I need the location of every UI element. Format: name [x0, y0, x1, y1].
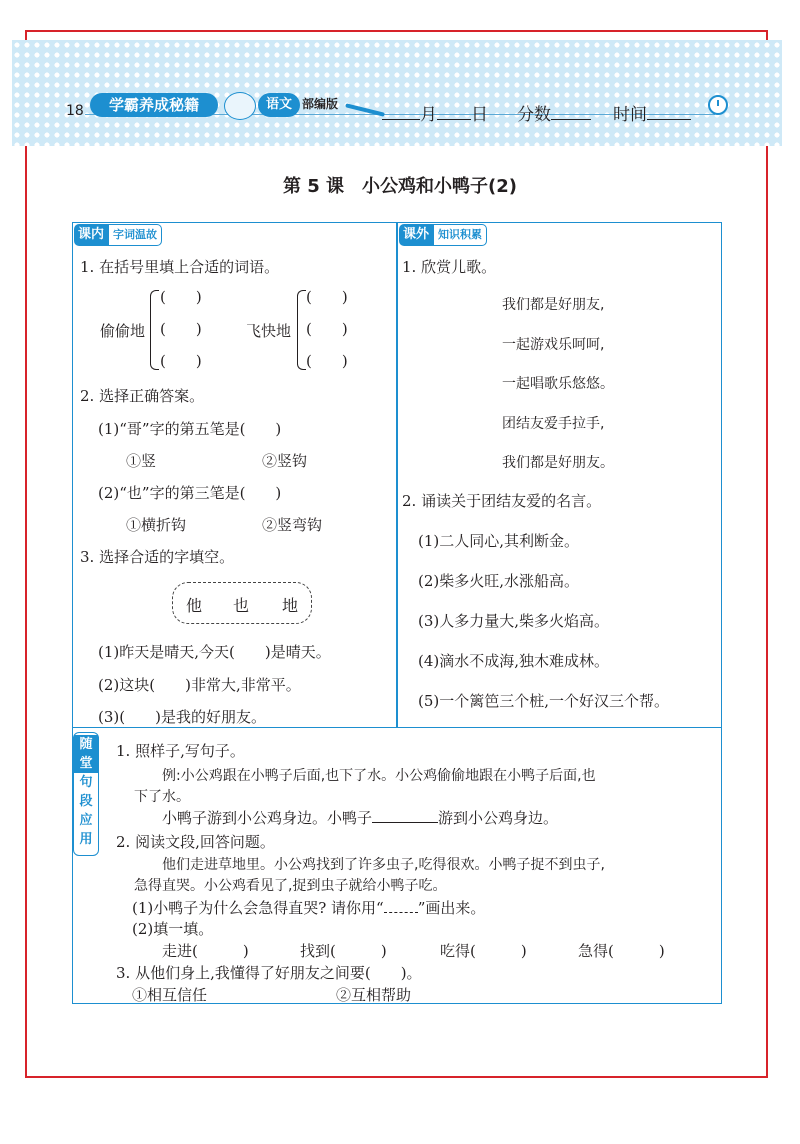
- q1-task-suffix: 游到小公鸡身边。: [438, 809, 559, 827]
- q1-answer-blank[interactable]: [372, 808, 438, 823]
- fill-item-2[interactable]: 找到( ): [300, 942, 387, 960]
- blank-b2[interactable]: ( ): [306, 320, 348, 338]
- q3-option-a[interactable]: ①相互信任: [132, 986, 208, 1004]
- poem-line-2: 一起游戏乐呵呵,: [502, 337, 605, 353]
- day-blank[interactable]: [437, 105, 471, 120]
- bottom-q1-title: 1. 照样子,写句子。: [116, 742, 245, 760]
- right-q1-title: 1. 欣赏儿歌。: [402, 258, 497, 276]
- q2-sub-2: (2)填一填。: [132, 920, 214, 938]
- blank-b3[interactable]: ( ): [306, 352, 348, 370]
- char-di: 地: [282, 596, 299, 615]
- score-blank[interactable]: [551, 105, 591, 120]
- poem-line-3: 一起唱歌乐悠悠。: [502, 376, 614, 392]
- fill-item-3[interactable]: 吃得( ): [440, 942, 527, 960]
- month-label: 月: [420, 105, 437, 125]
- poem-line-4: 团结友爱手拉手,: [502, 416, 605, 432]
- saying-2: (2)柴多火旺,水涨船高。: [418, 572, 580, 590]
- left-section-tag: [74, 224, 162, 246]
- tag-char: 用: [79, 832, 93, 847]
- tag-char: 随: [74, 735, 98, 754]
- word-toutoude: 偷偷地: [100, 322, 146, 340]
- word-feikuaide: 飞快地: [246, 322, 292, 340]
- passage-line-2: 急得直哭。小公鸡看见了,捉到虫子就给小鸭子吃。: [134, 878, 447, 894]
- time-line: [613, 100, 691, 125]
- q1-example-line-1: 例:小公鸡跟在小鸭子后面,也下了水。小公鸡偷偷地跟在小鸭子后面,也: [162, 768, 596, 784]
- right-section-tag: [399, 224, 487, 246]
- brace-b: [297, 290, 306, 370]
- right-q2-title: 2. 诵读关于团结友爱的名言。: [402, 492, 602, 510]
- q3-item-3: (3)( )是我的好朋友。: [98, 708, 266, 726]
- tag-sub: 字词温故: [108, 224, 162, 246]
- tag-sub: 知识积累: [433, 224, 487, 246]
- bottom-q3-title: 3. 从他们身上,我懂得了好朋友之间要( )。: [116, 964, 422, 982]
- left-q3-title: 3. 选择合适的字填空。: [80, 548, 235, 566]
- date-line: [382, 100, 488, 125]
- clock-icon: [708, 95, 728, 115]
- wavy-line-sample: [384, 900, 418, 913]
- q2-2-option-a[interactable]: ①横折钩: [126, 516, 187, 534]
- score-label: 分数: [517, 105, 551, 125]
- bottom-q2-title: 2. 阅读文段,回答问题。: [116, 833, 275, 851]
- q2-1-option-b[interactable]: ②竖钩: [262, 452, 308, 470]
- tag-char: 段: [79, 794, 93, 809]
- q1-task: [162, 807, 558, 828]
- month-blank[interactable]: [382, 105, 420, 120]
- q3-item-2: (2)这块( )非常大,非常平。: [98, 676, 301, 694]
- char-ye: 也: [233, 596, 250, 615]
- page-number: 18: [66, 103, 84, 119]
- bottom-section-tag: [73, 732, 99, 856]
- tag-main: 课内: [74, 224, 108, 246]
- fill-item-4[interactable]: 急得( ): [578, 942, 665, 960]
- poem-line-5: 我们都是好朋友。: [502, 455, 614, 471]
- q2-sub-1-prefix: (1)小鸭子为什么会急得直哭? 请你用“: [132, 899, 384, 917]
- score-line: [517, 100, 591, 125]
- fill-item-1[interactable]: 走进( ): [162, 942, 249, 960]
- lesson-title: 第 5 课 小公鸡和小鸭子(2): [282, 176, 518, 197]
- blank-a2[interactable]: ( ): [160, 320, 202, 338]
- left-q2-title: 2. 选择正确答案。: [80, 387, 205, 405]
- subject-badge: 语文: [258, 93, 300, 117]
- brand-logo: 学霸养成秘籍: [90, 93, 218, 117]
- tag-char: 应: [79, 813, 93, 828]
- edition-label: 部编版: [302, 97, 339, 111]
- q2-sub-1-suffix: ”画出来。: [417, 899, 486, 917]
- saying-1: (1)二人同心,其利断金。: [418, 532, 580, 550]
- blank-a1[interactable]: ( ): [160, 288, 202, 306]
- q2-sub-1: [132, 897, 485, 918]
- day-label: 日: [471, 105, 488, 125]
- q3-option-b[interactable]: ②互相帮助: [336, 986, 412, 1004]
- q3-item-1: (1)昨天是晴天,今天( )是晴天。: [98, 643, 331, 661]
- q2-item-1: (1)“哥”字的第五笔是( ): [98, 420, 282, 438]
- q1-task-prefix: 小鸭子游到小公鸡身边。小鸭子: [162, 809, 373, 827]
- tag-char: 堂: [74, 754, 98, 773]
- mascot-icon: [224, 92, 256, 120]
- saying-5: (5)一个篱笆三个桩,一个好汉三个帮。: [418, 692, 670, 710]
- saying-4: (4)滴水不成海,独木难成林。: [418, 652, 610, 670]
- tag-main: 课外: [399, 224, 433, 246]
- time-blank[interactable]: [647, 105, 691, 120]
- brace-a: [150, 290, 159, 370]
- blank-a3[interactable]: ( ): [160, 352, 202, 370]
- passage-line-1: 他们走进草地里。小公鸡找到了许多虫子,吃得很欢。小鸭子捉不到虫子,: [162, 857, 605, 873]
- q2-2-option-b[interactable]: ②竖弯钩: [262, 516, 323, 534]
- q2-item-2: (2)“也”字的第三笔是( ): [98, 484, 282, 502]
- tag-char: 句: [79, 775, 93, 790]
- q1-example-line-2: 下了水。: [134, 789, 190, 805]
- char-ta: 他: [186, 596, 203, 615]
- blank-b1[interactable]: ( ): [306, 288, 348, 306]
- left-q1-title: 1. 在括号里填上合适的词语。: [80, 258, 280, 276]
- time-label: 时间: [613, 105, 647, 125]
- q2-1-option-a[interactable]: ①竖: [126, 452, 157, 470]
- poem-line-1: 我们都是好朋友,: [502, 297, 605, 313]
- saying-3: (3)人多力量大,柴多火焰高。: [418, 612, 610, 630]
